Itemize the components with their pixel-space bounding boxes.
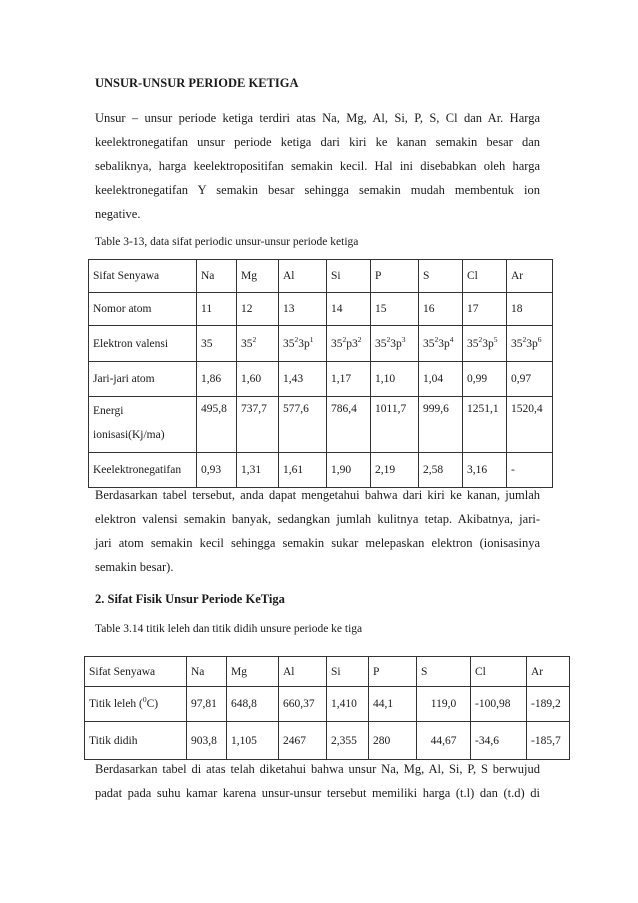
table-cell: 2,58 xyxy=(419,453,463,488)
header-cell: Na xyxy=(197,260,237,293)
table-cell: 18 xyxy=(507,293,553,326)
table-header-row xyxy=(89,260,553,293)
table-cell: 2,19 xyxy=(371,453,419,488)
header-cell: Cl xyxy=(463,260,507,293)
table-cell: - xyxy=(507,453,553,488)
table-cell: $35^2p3^2$ xyxy=(327,326,371,362)
paragraph-line: keelektronegatifan unsur periode ketiga dari kiri ke kanan semakin besar dan xyxy=(95,135,540,149)
header-cell: P xyxy=(369,657,417,687)
header-cell: P xyxy=(371,260,419,293)
table-cell: 1,31 xyxy=(237,453,279,488)
paragraph-line: Unsur – unsur periode ketiga terdiri atas Na, Mg, Al, Si, P, S, Cl dan Ar. Harga xyxy=(95,111,540,125)
table-cell: 0,99 xyxy=(463,362,507,397)
table-cell: 12 xyxy=(237,293,279,326)
header-cell: Al xyxy=(279,260,327,293)
paragraph-line: negative. xyxy=(95,207,141,221)
table-cell: 1,04 xyxy=(419,362,463,397)
table-cell: 1,10 xyxy=(371,362,419,397)
paragraph-line: elektron valensi semakin banyak, sedangkan jumlah kulitnya tetap. Akibatnya, jari- xyxy=(95,512,540,526)
row-label: Titik leleh ($^0$C) xyxy=(85,687,187,722)
table-cell: 13 xyxy=(279,293,327,326)
table-caption: Table 3-13, data sifat periodic unsur-unsur periode ketiga xyxy=(95,236,359,248)
table-cell: -34,6 xyxy=(471,722,527,760)
table-cell: 119,0 xyxy=(417,687,471,722)
paragraph-line: sebaliknya, harga keelektropositifan semakin kecil. Hal ini disebabkan oleh harga xyxy=(95,159,540,173)
paragraph-line: semakin besar). xyxy=(95,560,174,574)
header-cell: Sifat Senyawa xyxy=(89,260,197,293)
row-label: Keelektronegatifan xyxy=(89,453,197,488)
paragraph-line: padat pada suhu kamar karena unsur-unsur tersebut memiliki harga (t.l) dan (t.d) di xyxy=(95,786,540,800)
table-cell: 903,8 xyxy=(187,722,227,760)
table-cell: $35^23p^6$ xyxy=(507,326,553,362)
table-cell: 3,16 xyxy=(463,453,507,488)
table-cell: 1,86 xyxy=(197,362,237,397)
table-row xyxy=(85,687,570,722)
table-cell: 737,7 xyxy=(237,397,279,453)
table-cell: 1,90 xyxy=(327,453,371,488)
table-cell: 280 xyxy=(369,722,417,760)
table-cell: 1520,4 xyxy=(507,397,553,453)
table-row xyxy=(89,293,553,326)
table-cell: 660,37 xyxy=(279,687,327,722)
table-cell: 2,355 xyxy=(327,722,369,760)
table-cell: 44,1 xyxy=(369,687,417,722)
section-heading: 2. Sifat Fisik Unsur Periode KeTiga xyxy=(95,592,285,606)
table-cell: 495,8 xyxy=(197,397,237,453)
table-cell: 1,17 xyxy=(327,362,371,397)
table-cell: -185,7 xyxy=(527,722,570,760)
table-row xyxy=(89,453,553,488)
header-cell: S xyxy=(419,260,463,293)
table-cell: 999,6 xyxy=(419,397,463,453)
table-cell: 1,105 xyxy=(227,722,279,760)
table-cell: 44,67 xyxy=(417,722,471,760)
table-cell: $35^23p^5$ xyxy=(463,326,507,362)
row-label: Nomor atom xyxy=(89,293,197,326)
table-cell: $35^23p^3$ xyxy=(371,326,419,362)
header-cell: Mg xyxy=(227,657,279,687)
table-row xyxy=(89,397,553,453)
header-cell: Cl xyxy=(471,657,527,687)
table-cell: 17 xyxy=(463,293,507,326)
header-cell: Na xyxy=(187,657,227,687)
header-cell: Mg xyxy=(237,260,279,293)
melting-boiling-table xyxy=(84,656,570,760)
header-cell: Al xyxy=(279,657,327,687)
header-cell: Sifat Senyawa xyxy=(85,657,187,687)
table-cell: $35^23p^4$ xyxy=(419,326,463,362)
table-cell: 1251,1 xyxy=(463,397,507,453)
table-cell: 97,81 xyxy=(187,687,227,722)
header-cell: S xyxy=(417,657,471,687)
header-cell: Ar xyxy=(507,260,553,293)
paragraph-line: jari atom semakin kecil sehingga semakin sukar melepaskan elektron (ionisasinya xyxy=(95,536,540,550)
table-cell: 16 xyxy=(419,293,463,326)
table-cell: 1,60 xyxy=(237,362,279,397)
table-cell: 1011,7 xyxy=(371,397,419,453)
header-cell: Ar xyxy=(527,657,570,687)
header-cell: Si xyxy=(327,657,369,687)
paragraph-line: Berdasarkan tabel di atas telah diketahui bahwa unsur Na, Mg, Al, Si, P, S berwujud xyxy=(95,762,540,776)
section-heading: UNSUR-UNSUR PERIODE KETIGA xyxy=(95,76,299,90)
table-cell: $35^2$ xyxy=(237,326,279,362)
paragraph-line: keelektronegatifan Y semakin besar sehingga semakin mudah membentuk ion xyxy=(95,183,540,197)
table-cell: 14 xyxy=(327,293,371,326)
table-cell: -189,2 xyxy=(527,687,570,722)
header-cell: Si xyxy=(327,260,371,293)
table-caption: Table 3.14 titik leleh dan titik didih unsure periode ke tiga xyxy=(95,623,363,635)
row-label: Energi ionisasi(Kj/ma) xyxy=(89,397,197,453)
row-label: Jari-jari atom xyxy=(89,362,197,397)
table-cell: 1,410 xyxy=(327,687,369,722)
table-cell: 0,97 xyxy=(507,362,553,397)
table-cell: 15 xyxy=(371,293,419,326)
row-label: Titik didih xyxy=(85,722,187,760)
table-cell: 648,8 xyxy=(227,687,279,722)
table-cell: 11 xyxy=(197,293,237,326)
table-cell: 2467 xyxy=(279,722,327,760)
table-cell: 1,43 xyxy=(279,362,327,397)
table-cell: -100,98 xyxy=(471,687,527,722)
table-row xyxy=(89,362,553,397)
table-header-row xyxy=(85,657,570,687)
table-cell: 786,4 xyxy=(327,397,371,453)
table-cell: $35^23p^1$ xyxy=(279,326,327,362)
table-cell: 577,6 xyxy=(279,397,327,453)
table-row xyxy=(89,326,553,362)
table-cell: 0,93 xyxy=(197,453,237,488)
paragraph-line: Berdasarkan tabel tersebut, anda dapat mengetahui bahwa dari kiri ke kanan, jumlah xyxy=(95,488,540,502)
table-row xyxy=(85,722,570,760)
row-label: Elektron valensi xyxy=(89,326,197,362)
table-cell: 35 xyxy=(197,326,237,362)
table-cell: 1,61 xyxy=(279,453,327,488)
periodic-properties-table xyxy=(88,259,553,488)
